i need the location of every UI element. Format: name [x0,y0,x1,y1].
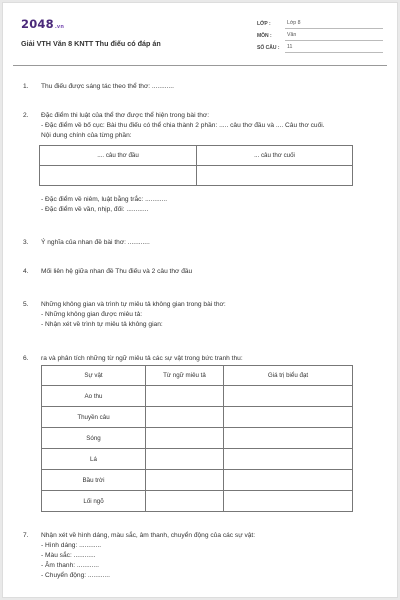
table-row [42,470,353,491]
meta-fields [257,17,383,53]
document-title: Giải VTH Văn 8 KNTT Thu điếu có đáp án [21,39,161,48]
answer-cell[interactable] [224,449,353,470]
answer-cell[interactable] [146,449,224,470]
table-row [42,449,353,470]
row-label: Ao thu [42,386,146,407]
row-label: Bầu trời [42,470,146,491]
col-header-value: Giá trị biểu đạt [224,366,353,386]
site-logo[interactable]: 2048.vn [21,17,65,31]
question-3: 3. Ý nghĩa của nhan đề bài thơ: ............ [23,239,150,246]
parts-cell-first[interactable] [40,166,197,186]
imagery-table [41,365,353,512]
question-2-details: - Đặc điểm về niêm, luật bằng trắc: ............ - Đặc điểm về vần, nhịp, đối: ............ [41,196,168,213]
answer-cell[interactable] [146,491,224,512]
table-row [42,407,353,428]
worksheet-header [21,17,383,61]
parts-header-last: ... câu thơ cuối [197,146,353,166]
question-4: 4. Mối liên hệ giữa nhan đề Thu điếu và 2 câu thơ đầu [23,268,193,275]
answer-cell[interactable] [146,386,224,407]
table-row [42,386,353,407]
answer-cell[interactable] [146,407,224,428]
question-2: 2. Đặc điểm thi luật của thể thơ được thể hiện trong bài thơ: - Đặc điểm về bố cục: Bài thu điếu có thể chia thành 2 phần: ..... câu thơ đầu và .... Câu thơ cuối. Nội dung chính của từng phần: [23,112,325,139]
answer-cell[interactable] [224,428,353,449]
col-header-words: Từ ngữ miêu tả [146,366,224,386]
meta-subject: MÔN : Văn [257,29,383,41]
parts-table [39,145,353,186]
question-1: 1. Thu điếu được sáng tác theo thể thơ: ............ [23,83,174,90]
answer-cell[interactable] [224,407,353,428]
answer-cell[interactable] [224,470,353,491]
answer-cell[interactable] [224,386,353,407]
answer-cell[interactable] [146,470,224,491]
question-6: 6. ra và phân tích những từ ngữ miêu tả các sự vật trong bức tranh thu: [23,355,243,362]
header-divider [13,65,387,66]
row-label: Thuyền câu [42,407,146,428]
table-row [42,428,353,449]
answer-cell[interactable] [224,491,353,512]
worksheet-page [2,2,398,598]
question-5: 5. Những không gian và trình tự miêu tả không gian trong bài thơ: - Những không gian được miêu tả: - Nhận xét về trình tự miêu tả không gian: [23,301,226,328]
meta-question-count: SỐ CÂU : 11 [257,41,383,53]
meta-class: LỚP : Lớp 8 [257,17,383,29]
table-row [42,491,353,512]
parts-header-first: .... câu thơ đầu [40,146,197,166]
row-label: Lá [42,449,146,470]
row-label: Sóng [42,428,146,449]
question-7: 7. Nhận xét về hình dáng, màu sắc, âm thanh, chuyển động của các sự vật: - Hình dáng: ............ - Màu sắc: ............ - Âm thanh: ............ - Chuyển động: ............ [23,532,256,579]
col-header-object: Sự vật [42,366,146,386]
answer-cell[interactable] [146,428,224,449]
parts-cell-last[interactable] [197,166,353,186]
row-label: Lối ngõ [42,491,146,512]
